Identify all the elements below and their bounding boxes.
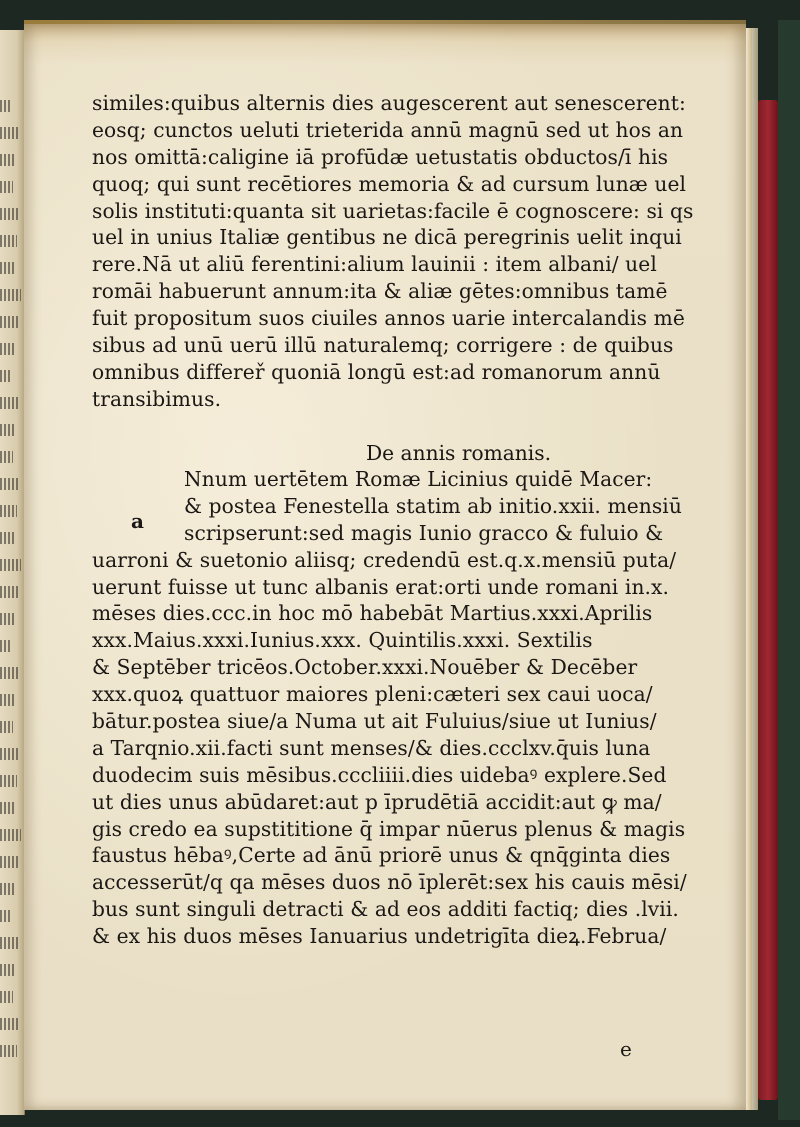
facing-page-ink <box>0 991 13 1003</box>
text-line: uerunt fuisse ut tunc albanis erat:orti unde romani in.x. <box>92 574 670 599</box>
facing-page-ink <box>0 1045 17 1057</box>
facing-page-ink <box>0 559 21 571</box>
section-heading: De annis romanis. <box>366 441 552 465</box>
text-line: & postea Fenestella statim ab initio.xxii. mensiū <box>184 493 682 518</box>
text-line: bātur.postea siue/a Numa ut ait Fuluius/siue ut Iunius/ <box>92 709 657 734</box>
text-line: nos omittā:caligine iā profūdæ uetustatis obductos/ī his <box>92 144 669 169</box>
text-line: rere.Nā ut aliū ferentini:alium lauinii : item albani/ uel <box>92 252 657 277</box>
facing-page-ink <box>0 316 18 328</box>
facing-page-ink <box>0 748 20 760</box>
facing-page-ink <box>0 829 21 841</box>
background-cloth <box>778 20 800 1120</box>
facing-page-ink <box>0 235 17 247</box>
text-line: similes:quibus alternis dies augescerent aut senescerent: <box>92 91 686 115</box>
text-line: sibus ad unū uerū illū naturalemq; corrigere : de quibus <box>92 333 674 358</box>
body-text-block-1 <box>92 90 692 413</box>
text-line: accesserūt/q qa mēses duos nō īplerēt:sex his cauis mēsi/ <box>92 870 687 895</box>
red-binding-edge <box>758 100 778 1100</box>
facing-page-ink <box>0 856 18 868</box>
text-line: & ex his duos mēses Ianuarius undetrigīta dieꝝ.Februa/ <box>92 924 667 949</box>
text-line: quoq; qui sunt recētiores memoria & ad cursum lunæ uel <box>92 171 687 196</box>
text-line: bus sunt singuli detracti & ad eos additi factiq; dies .lvii. <box>92 897 679 922</box>
text-line: xxx.Maius.xxxi.Iunius.xxx. Quintilis.xxxi. Sextilis <box>92 628 593 653</box>
text-line: fuit propositum suos ciuiles annos uarie intercalandis mē <box>92 306 685 331</box>
margin-letter: a <box>131 509 144 533</box>
facing-page-ink <box>0 154 16 166</box>
facing-page-edge <box>0 30 25 1115</box>
facing-page-ink <box>0 289 21 301</box>
text-line: uarroni & suetonio aliisq; credendū est.q.x.mensiū puta/ <box>92 547 677 572</box>
text-line: romāi habuerunt annum:ita & aliæ gētes:omnibus tamē <box>92 279 668 304</box>
text-line: a Tarqnio.xii.facti sunt menses/& dies.ccclxv.q̄uis luna <box>92 735 651 760</box>
text-line: gis credo ea supstititione q̄ impar nūerus plenus & magis <box>92 816 686 841</box>
facing-page-ink <box>0 937 19 949</box>
facing-page-ink <box>0 667 19 679</box>
text-line: Nnum uertētem Romæ Licinius quidē Macer: <box>184 467 653 491</box>
facing-page-ink <box>0 694 16 706</box>
text-line: solis instituti:quanta sit uarietas:facile ē cognoscere: si qs <box>92 198 694 223</box>
text-line: uel in unius Italiæ gentibus ne dicā peregrinis uelit inqui <box>92 225 682 250</box>
facing-page-ink <box>0 721 13 733</box>
facing-page-ink <box>0 397 19 409</box>
text-line: xxx.quoꝝ quattuor maiores pleni:cæteri sex caui uoca/ <box>92 682 653 707</box>
text-line: mēses dies.ccc.in hoc mō habebāt Martius.xxxi.Aprilis <box>92 601 653 626</box>
facing-page-ink <box>0 775 17 787</box>
text-line: duodecim suis mēsibus.cccliiii.dies uidebaꝰ explere.Sed <box>92 762 667 787</box>
text-line: eosq; cunctos ueluti trieterida annū magnū sed ut hos an <box>92 117 684 142</box>
facing-page-ink <box>0 883 15 895</box>
text-line: omnibus differeř quoniā longū est:ad romanorum annū <box>92 359 661 384</box>
facing-page-ink <box>0 613 15 625</box>
facing-page-ink <box>0 181 13 193</box>
facing-page-ink <box>0 910 12 922</box>
facing-page-ink <box>0 262 14 274</box>
facing-page-ink <box>0 478 20 490</box>
facing-page-ink <box>0 370 12 382</box>
facing-page-ink <box>0 127 19 139</box>
facing-page-ink <box>0 640 12 652</box>
text-line: & Septēber tricēos.October.xxxi.Nouēber & Decēber <box>92 655 638 680</box>
facing-page-ink <box>0 100 12 112</box>
facing-page-ink <box>0 424 16 436</box>
facing-page-ink <box>0 343 15 355</box>
text-line: transibimus. <box>92 386 222 411</box>
text-line: ut dies unus abūdaret:aut p īprudētiā accidit:aut ꝙ ma/ <box>92 789 662 814</box>
facing-page-ink <box>0 586 18 598</box>
facing-page-ink <box>0 208 20 220</box>
facing-page-ink <box>0 505 17 517</box>
facing-page-ink <box>0 802 14 814</box>
signature-mark: e <box>620 1037 632 1061</box>
facing-page-ink <box>0 532 14 544</box>
text-line: faustus hēbaꝰ,Certe ad ānū priorē unus & qnq̄ginta dies <box>92 843 671 868</box>
body-text-block-2 <box>92 466 692 950</box>
facing-page-ink <box>0 451 13 463</box>
facing-page-ink <box>0 964 16 976</box>
text-line: scripserunt:sed magis Iunio gracco & fuluio & <box>184 520 664 545</box>
facing-page-ink <box>0 1018 20 1030</box>
